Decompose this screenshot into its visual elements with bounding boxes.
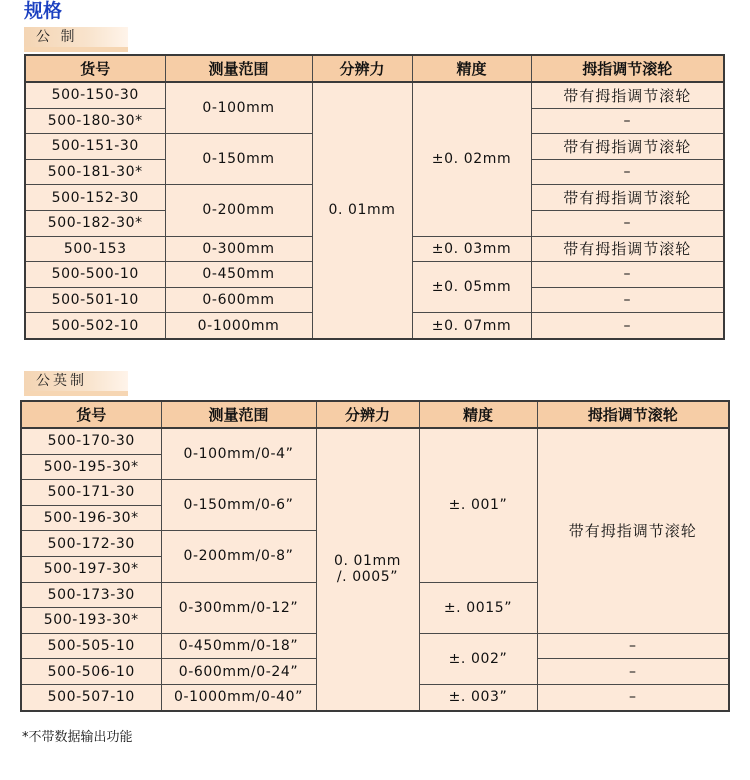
- measuring-range: 0-150mm: [165, 134, 312, 185]
- measuring-range: 0-200mm: [165, 185, 312, 236]
- product-code: 500-501-10: [25, 287, 165, 313]
- header-resolution: 分辨力: [316, 401, 419, 428]
- measuring-range: 0-100mm/0-4”: [161, 428, 316, 480]
- metric-section-tag: 公 制: [24, 27, 128, 47]
- measuring-range: 0-200mm/0-8”: [161, 531, 316, 582]
- resolution: 0. 01mm: [312, 82, 412, 339]
- accuracy: ±0. 07mm: [412, 313, 531, 339]
- product-code: 500-180-30*: [25, 108, 165, 134]
- measuring-range: 0-150mm/0-6”: [161, 480, 316, 531]
- imperial-section-tag: 公英制: [24, 371, 128, 391]
- thumb-roller: –: [531, 262, 724, 288]
- product-code: 500-151-30: [25, 134, 165, 160]
- thumb-roller: –: [537, 659, 729, 685]
- thumb-roller: –: [531, 159, 724, 185]
- thumb-roller: –: [531, 313, 724, 339]
- product-code: 500-506-10: [21, 659, 161, 685]
- product-code: 500-181-30*: [25, 159, 165, 185]
- accuracy: ±0. 05mm: [412, 262, 531, 313]
- header-range: 测量范围: [161, 401, 316, 428]
- product-code: 500-152-30: [25, 185, 165, 211]
- table-header-row: [21, 401, 729, 428]
- accuracy: ±. 001”: [419, 428, 537, 582]
- table-header-row: [25, 55, 724, 82]
- product-code: 500-153: [25, 236, 165, 262]
- product-code: 500-173-30: [21, 582, 161, 608]
- product-code: 500-193-30*: [21, 608, 161, 634]
- header-resolution: 分辨力: [312, 55, 412, 82]
- metric-spec-table: [24, 54, 725, 340]
- thumb-roller: 带有拇指调节滚轮: [531, 82, 724, 108]
- product-code: 500-505-10: [21, 633, 161, 659]
- header-range: 测量范围: [165, 55, 312, 82]
- product-code: 500-507-10: [21, 684, 161, 710]
- header-thumb-roller: 拇指调节滚轮: [537, 401, 729, 428]
- product-code: 500-197-30*: [21, 556, 161, 582]
- header-accuracy: 精度: [412, 55, 531, 82]
- measuring-range: 0-450mm/0-18”: [161, 633, 316, 659]
- thumb-roller: 带有拇指调节滚轮: [531, 236, 724, 262]
- product-code: 500-150-30: [25, 82, 165, 108]
- thumb-roller: –: [537, 633, 729, 659]
- resolution: [316, 428, 419, 711]
- measuring-range: 0-100mm: [165, 82, 312, 134]
- accuracy: ±0. 03mm: [412, 236, 531, 262]
- accuracy: ±. 002”: [419, 633, 537, 684]
- measuring-range: 0-300mm: [165, 236, 312, 262]
- product-code: 500-196-30*: [21, 505, 161, 531]
- header-accuracy: 精度: [419, 401, 537, 428]
- accuracy: ±0. 02mm: [412, 82, 531, 236]
- table-row: [25, 82, 724, 108]
- page-title: 规格: [24, 0, 63, 22]
- measuring-range: 0-1000mm: [165, 313, 312, 339]
- product-code: 500-500-10: [25, 262, 165, 288]
- resolution-line: 0. 01mm: [333, 553, 402, 570]
- accuracy: ±. 0015”: [419, 582, 537, 633]
- thumb-roller: –: [531, 287, 724, 313]
- measuring-range: 0-1000mm/0-40”: [161, 684, 316, 710]
- product-code: 500-171-30: [21, 480, 161, 506]
- thumb-roller: –: [537, 684, 729, 710]
- thumb-roller: –: [531, 108, 724, 134]
- header-code: 货号: [21, 401, 161, 428]
- measuring-range: 0-600mm/0-24”: [161, 659, 316, 685]
- product-code: 500-170-30: [21, 428, 161, 454]
- measuring-range: 0-450mm: [165, 262, 312, 288]
- thumb-roller: 带有拇指调节滚轮: [531, 185, 724, 211]
- thumb-roller: 带有拇指调节滚轮: [531, 134, 724, 160]
- imperial-spec-table: [20, 400, 730, 712]
- thumb-roller: 带有拇指调节滚轮: [537, 428, 729, 633]
- product-code: 500-195-30*: [21, 454, 161, 480]
- header-code: 货号: [25, 55, 165, 82]
- accuracy: ±. 003”: [419, 684, 537, 710]
- table-row: [21, 428, 729, 454]
- measuring-range: 0-600mm: [165, 287, 312, 313]
- resolution-line: /. 0005”: [336, 569, 399, 586]
- thumb-roller: –: [531, 210, 724, 236]
- footnote: *不带数据输出功能: [22, 730, 133, 745]
- header-thumb-roller: 拇指调节滚轮: [531, 55, 724, 82]
- product-code: 500-172-30: [21, 531, 161, 557]
- measuring-range: 0-300mm/0-12”: [161, 582, 316, 633]
- product-code: 500-182-30*: [25, 210, 165, 236]
- product-code: 500-502-10: [25, 313, 165, 339]
